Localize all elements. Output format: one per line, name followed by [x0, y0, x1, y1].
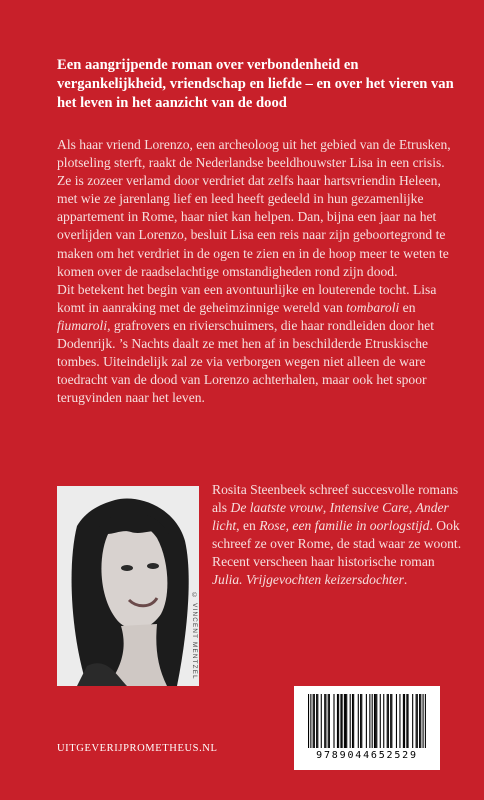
photo-credit: © VINCENT MENTZEL	[191, 592, 198, 680]
barcode-bar	[316, 694, 317, 748]
author-portrait-image	[57, 486, 199, 686]
barcode-bar	[317, 694, 318, 748]
barcode-bar	[344, 694, 345, 748]
barcode-bar	[375, 694, 376, 748]
barcode-bar	[360, 694, 361, 748]
barcode-bar	[369, 694, 370, 748]
barcode-bar	[388, 694, 389, 748]
barcode-bar	[350, 694, 351, 748]
bio-text: ,	[408, 500, 416, 516]
barcode-bar	[342, 694, 343, 748]
barcode-bar	[313, 694, 314, 748]
barcode-bar	[337, 694, 338, 748]
bio-text: Rosita Steenbeek schreef succesvolle romans als	[212, 482, 459, 516]
barcode-bar	[333, 694, 334, 748]
barcode-bar	[366, 694, 367, 748]
barcode-bar	[425, 694, 426, 748]
barcode-bar	[358, 694, 359, 748]
barcode-bar	[329, 694, 330, 748]
barcode-bar	[314, 694, 315, 748]
synopsis-paragraph-2	[57, 281, 461, 408]
barcode-bar	[328, 694, 329, 748]
barcode-bar	[346, 694, 347, 748]
barcode-bar	[352, 694, 353, 748]
barcode-bar	[423, 694, 424, 748]
barcode-bar	[419, 694, 420, 748]
barcode-bar	[404, 694, 405, 748]
barcode-bar	[374, 694, 375, 748]
book-title: Ander licht	[212, 500, 449, 534]
synopsis-text: en	[399, 299, 416, 315]
barcode-bar	[308, 694, 309, 748]
author-bio	[212, 481, 462, 590]
bio-text: .	[403, 572, 408, 588]
barcode-bar	[345, 694, 346, 748]
barcode-bar	[403, 694, 404, 748]
book-title: Julia. Vrijgevochten keizersdochter	[212, 572, 404, 588]
barcode	[294, 686, 440, 770]
barcode-bar	[383, 694, 384, 748]
synopsis	[57, 136, 461, 407]
barcode-bar	[407, 694, 408, 748]
barcode-bar	[406, 694, 407, 748]
barcode-bar	[324, 694, 325, 748]
barcode-bar	[338, 694, 339, 748]
synopsis-paragraph-1: Als haar vriend Lorenzo, een archeoloog uit het gebied van de Etrusken, plotseling sterft, raakt de Nederlandse beeldhouwster Lisa in een crisis. Ze is zozeer verlamd door verdriet dat zelfs haar hartsvriendin Heleen, met wie ze jarenlang lief en leed heeft gedeeld in hun gezamenlijke appartement in Rome, haar niet kan helpen. Dan, bijna een jaar na het overlijden van Lorenzo, besluit Lisa een reis naar zijn geboortegrond te maken om het verdriet in de ogen te zien en in de hoop meer te weten te komen over de raadselachtige omstandigheden rond zijn dood.	[57, 137, 451, 279]
term-fiumaroli: fiumaroli	[57, 317, 108, 333]
barcode-bar	[325, 694, 326, 748]
book-title: Rose, een familie in oorlogstijd	[259, 518, 430, 534]
barcode-bar	[310, 694, 311, 748]
term-tombaroli: tombaroli	[346, 299, 400, 315]
barcode-bar	[380, 694, 381, 748]
isbn-number: 9789044652529	[316, 750, 418, 761]
barcode-bar	[321, 694, 322, 748]
barcode-bar	[376, 694, 377, 748]
bio-text: , en	[236, 518, 260, 534]
tagline: Een aangrijpende roman over verbondenheid en vergankelijkheid, vriendschap en liefde – en over het vieren van het leven in het aanzicht van de dood	[57, 57, 454, 111]
synopsis-text: Dit betekent het begin van een avontuurlijke en louterende tocht. Lisa komt in aanraking met de geheimzinnige wereld van	[57, 281, 437, 315]
barcode-bars	[308, 694, 426, 748]
barcode-bar	[390, 694, 391, 748]
barcode-bar	[372, 694, 373, 748]
barcode-bar	[399, 694, 400, 748]
barcode-bar	[412, 694, 413, 748]
barcode-bar	[361, 694, 362, 748]
barcode-bar	[387, 694, 388, 748]
barcode-bar	[416, 694, 417, 748]
barcode-bar	[417, 694, 418, 748]
barcode-bar	[420, 694, 421, 748]
book-title: De laatste vrouw	[230, 500, 323, 516]
barcode-bar	[396, 694, 397, 748]
barcode-bar	[353, 694, 354, 748]
author-photo	[57, 486, 199, 686]
bio-text: . Ook schreef ze over Rome, de stad waar ze woont. Recent verscheen haar historische roman	[212, 518, 462, 570]
publisher-url: UITGEVERIJPROMETHEUS.NL	[57, 743, 218, 754]
barcode-bar	[340, 694, 341, 748]
barcode-bar	[391, 694, 392, 748]
bio-text: ,	[322, 500, 330, 516]
book-title: Intensive Care	[329, 500, 409, 516]
synopsis-text: , grafrovers en rivierschuimers, die haar rondleiden door het Dodenrijk. ’s Nachts daalt ze met hen af in beschilderde Etruskische tombes. Uiteindelijk zal ze via verborgen wegen niet alleen de ware toedracht van de dood van Lorenzo achterhalen, maar ook het spoor terugvinden naar het leven.	[57, 317, 434, 406]
